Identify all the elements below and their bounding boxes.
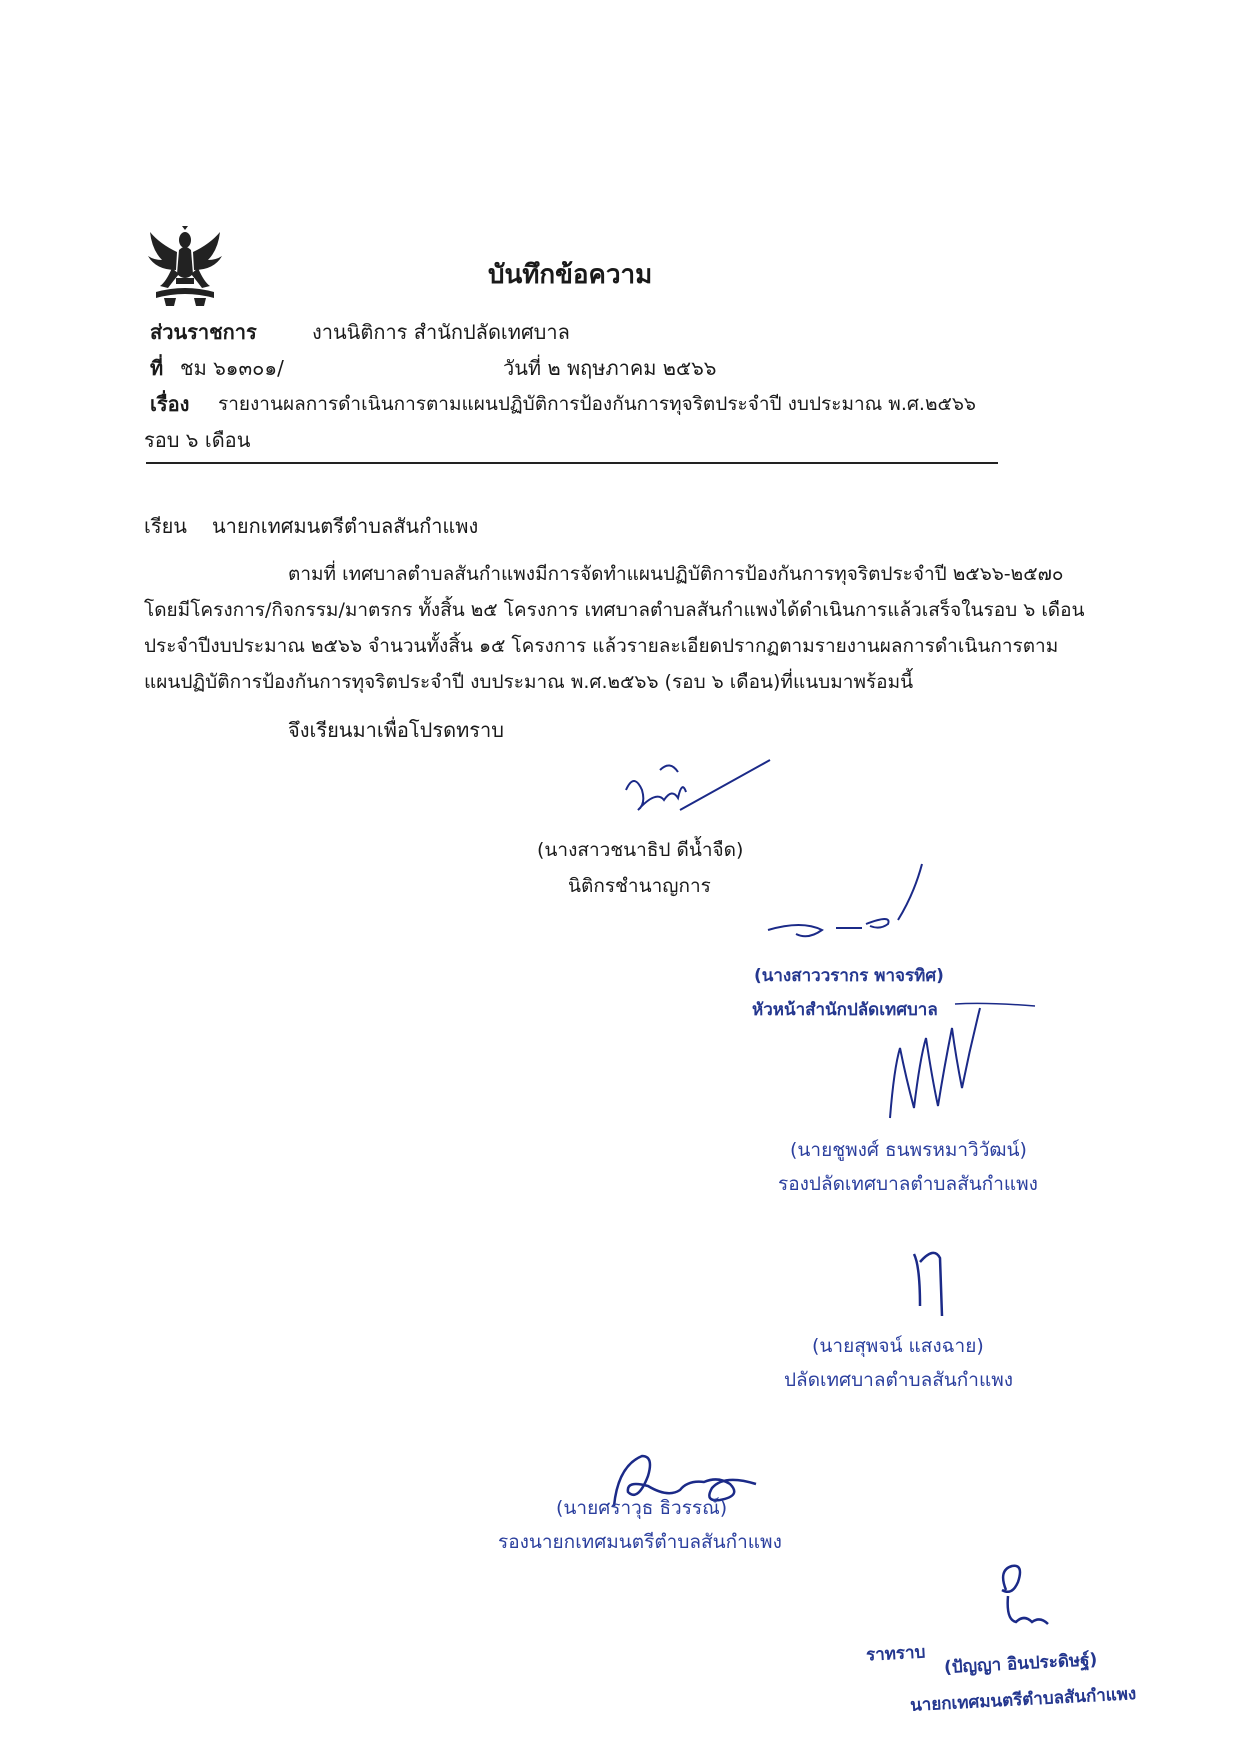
body-line-4: แผนปฏิบัติการป้องกันการทุจริตประจำปี งบประมาณ พ.ศ.๒๕๖๖ (รอบ ๖ เดือน)ที่แนบมาพร้อมนี้ xyxy=(144,671,914,693)
memo-title: บันทึกข้อความ xyxy=(488,260,653,290)
salutation-recipient: นายกเทศมนตรีตำบลสันกำแพง xyxy=(212,514,479,538)
signature-2-name: (นางสาววรากร พาจรทิศ) xyxy=(754,966,944,986)
subject-label: เรื่อง xyxy=(150,392,190,416)
signature-1-handwriting xyxy=(620,760,770,830)
header-divider xyxy=(146,462,998,464)
signature-4-position: ปลัดเทศบาลตำบลสันกำแพง xyxy=(784,1369,1014,1391)
signature-3-position: รองปลัดเทศบาลตำบลสันกำแพง xyxy=(778,1173,1038,1195)
approval-stamp-name: (ปัญญา อินประดิษฐ์) xyxy=(943,1650,1098,1678)
mayor-signature-handwriting xyxy=(988,1560,1058,1630)
signature-1-name: (นางสาวชนาธิป ดีน้ำจืด) xyxy=(537,839,744,861)
signature-4-name: (นายสุพจน์ แสงฉาย) xyxy=(812,1335,984,1357)
signature-2-handwriting xyxy=(762,864,922,944)
subject-line-1: รายงานผลการดำเนินการตามแผนปฏิบัติการป้องกันการทุจริตประจำปี งบประมาณ พ.ศ.๒๕๖๖ xyxy=(218,393,976,415)
body-line-2: โดยมีโครงการ/กิจกรรม/มาตรกร ทั้งสิ้น ๒๕ โครงการ เทศบาลตำบลสันกำแพงได้ดำเนินการแล้วเสร็จในรอบ ๖ เดือน xyxy=(144,599,1085,621)
body-line-3: ประจำปีงบประมาณ ๒๕๖๖ จำนวนทั้งสิ้น ๑๕ โครงการ แล้วรายละเอียดปรากฏตามรายงานผลการดำเนินการตาม xyxy=(144,635,1059,657)
signature-3-handwriting xyxy=(880,1008,990,1118)
department-label: ส่วนราชการ xyxy=(150,320,257,344)
body-line-1: ตามที่ เทศบาลตำบลสันกำแพงมีการจัดทำแผนปฏิบัติการป้องกันการทุจริตประจำปี ๒๕๖๖-๒๕๗๐ xyxy=(288,563,1064,585)
garuda-emblem xyxy=(146,226,224,308)
subject-line-2: รอบ ๖ เดือน xyxy=(144,428,251,452)
department-value: งานนิติการ สำนักปลัดเทศบาล xyxy=(312,320,570,344)
signature-3-name: (นายชูพงศ์ ธนพรหมาวิวัฒน์) xyxy=(790,1139,1027,1161)
approval-stamp-label: ราทราบ xyxy=(865,1642,926,1666)
signature-5-name: (นายศราวุธ ธิวรรณ์) xyxy=(556,1497,728,1519)
reference-label: ที่ xyxy=(150,356,164,380)
salutation-label: เรียน xyxy=(144,514,187,538)
signature-5-position: รองนายกเทศมนตรีตำบลสันกำแพง xyxy=(498,1531,782,1553)
signature-2-position: หัวหน้าสำนักปลัดเทศบาล xyxy=(752,1000,938,1020)
reference-number: ชม ๖๑๓๐๑/ xyxy=(180,356,284,380)
signature-1-position: นิติกรชำนาญการ xyxy=(568,875,711,897)
signature-4-handwriting xyxy=(910,1246,950,1316)
memo-date: วันที่ ๒ พฤษภาคม ๒๕๖๖ xyxy=(503,356,717,380)
approval-stamp-position: นายกเทศมนตรีตำบลสันกำแพง xyxy=(909,1684,1137,1716)
closing-line: จึงเรียนมาเพื่อโปรดทราบ xyxy=(288,718,504,742)
